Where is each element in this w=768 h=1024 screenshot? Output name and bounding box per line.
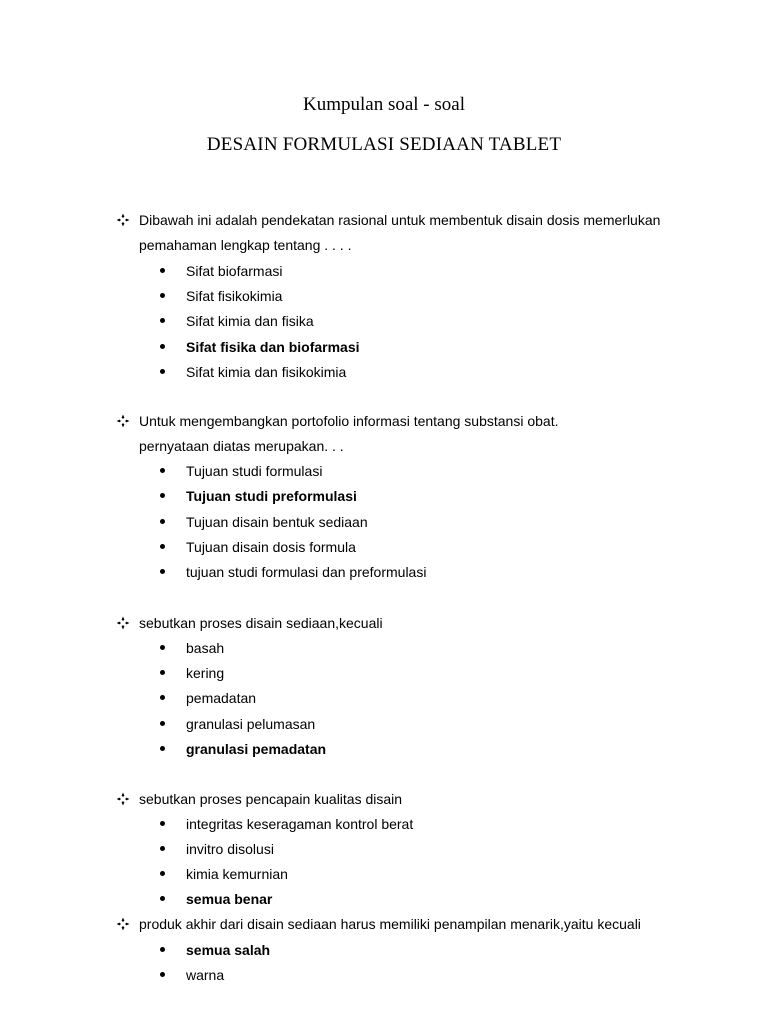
bullet-icon <box>160 846 165 851</box>
option-text: Sifat kimia dan fisikokimia <box>186 364 347 380</box>
bullet-icon <box>160 670 165 675</box>
question-text: produk akhir dari disain sediaan harus memiliki penampilan menarik,yaitu kecuali <box>139 916 641 932</box>
option-text: Tujuan disain bentuk sediaan <box>186 514 368 530</box>
bullet-icon <box>160 468 165 473</box>
option-text: integritas keseragaman kontrol berat <box>186 816 414 832</box>
bullet-icon <box>160 746 165 751</box>
option-text: kering <box>186 665 225 681</box>
option-text: Sifat fisika dan biofarmasi <box>186 339 360 355</box>
option-text: pemadatan <box>186 690 257 706</box>
bullet-icon <box>160 344 165 349</box>
question-text: sebutkan proses disain sediaan,kecuali <box>139 615 383 631</box>
bullet-icon <box>160 493 165 498</box>
diamond-bullet-icon <box>116 792 130 806</box>
question-text: pernyataan diatas merupakan. . . <box>139 438 344 454</box>
bullet-icon <box>160 721 165 726</box>
option-text: Tujuan studi formulasi <box>186 463 323 479</box>
option-text: semua salah <box>186 942 271 958</box>
option-text: tujuan studi formulasi dan preformulasi <box>186 564 427 580</box>
bullet-icon <box>160 519 165 524</box>
bullet-icon <box>160 896 165 901</box>
question-text: Dibawah ini adalah pendekatan rasional untuk membentuk disain dosis memerlukan <box>139 212 661 228</box>
bullet-icon <box>160 947 165 952</box>
diamond-bullet-icon <box>116 616 130 630</box>
option-text: Sifat biofarmasi <box>186 263 283 279</box>
document-subtitle: DESAIN FORMULASI SEDIAAN TABLET <box>206 134 562 155</box>
option-text: invitro disolusi <box>186 841 274 857</box>
option-text: Sifat fisikokimia <box>186 288 283 304</box>
diamond-bullet-icon <box>116 917 130 931</box>
bullet-icon <box>160 821 165 826</box>
bullet-icon <box>160 871 165 876</box>
option-text: granulasi pelumasan <box>186 716 316 732</box>
bullet-icon <box>160 645 165 650</box>
option-text: basah <box>186 640 225 656</box>
option-text: Sifat kimia dan fisika <box>186 313 314 329</box>
document-title: Kumpulan soal - soal <box>302 94 465 115</box>
bullet-icon <box>160 544 165 549</box>
bullet-icon <box>160 293 165 298</box>
option-text: granulasi pemadatan <box>186 741 327 757</box>
bullet-icon <box>160 369 165 374</box>
option-text: Tujuan studi preformulasi <box>186 488 357 504</box>
bullet-icon <box>160 318 165 323</box>
bullet-icon <box>160 695 165 700</box>
bullet-icon <box>160 972 165 977</box>
question-text: sebutkan proses pencapain kualitas disain <box>139 791 403 807</box>
diamond-bullet-icon <box>116 414 130 428</box>
option-text: kimia kemurnian <box>186 866 288 882</box>
option-text: warna <box>186 967 225 983</box>
question-text: Untuk mengembangkan portofolio informasi tentang substansi obat. <box>139 413 559 429</box>
bullet-icon <box>160 569 165 574</box>
bullet-icon <box>160 268 165 273</box>
diamond-bullet-icon <box>116 213 130 227</box>
option-text: semua benar <box>186 891 273 907</box>
option-text: Tujuan disain dosis formula <box>186 539 356 555</box>
question-text: pemahaman lengkap tentang . . . . <box>139 237 352 253</box>
